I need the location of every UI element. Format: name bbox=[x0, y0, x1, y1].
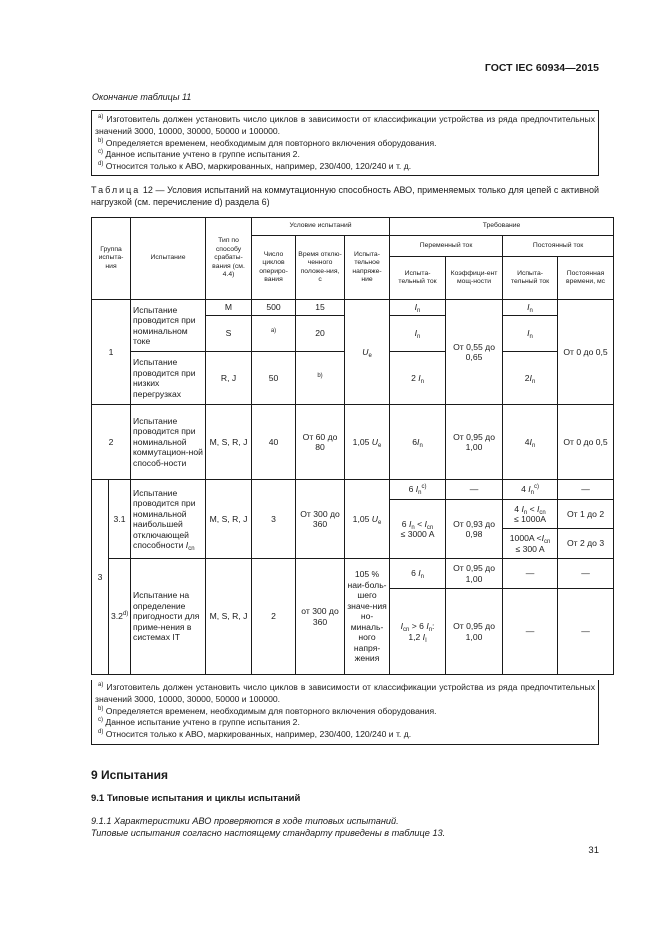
g2-dc-current: $4I_n$ bbox=[503, 405, 558, 480]
g1-ac-current-s: $I_n$ bbox=[390, 316, 446, 352]
g31-dc-current-3: $1000A <I_{cn}$ ≤ 300 A bbox=[503, 529, 558, 559]
header-dc: Постоянный ток bbox=[503, 236, 614, 257]
g1-time-m: 15 bbox=[296, 300, 345, 316]
header-ac-current: Испыта-тельный ток bbox=[390, 257, 446, 300]
g31-dc-time-constant-3: От 2 до 3 bbox=[558, 529, 614, 559]
g1-dc-current-s: $I_n$ bbox=[503, 316, 558, 352]
g31-time: От 300 до 360 bbox=[296, 480, 345, 559]
footnote-b: $^{b)}$ Определяется временем, необходимым для повторного включения оборудования. bbox=[98, 137, 437, 148]
header-requirements: Требование bbox=[390, 218, 614, 236]
g1-test-overload: Испытание проводится при низких перегрузках bbox=[131, 352, 206, 405]
clause-9-1-1-line1: 9.1.1 Характеристики АВО проверяются в ходе типовых испытаний. bbox=[91, 816, 399, 826]
g1-ac-pf: От 0,55 до 0,65 bbox=[446, 300, 503, 405]
group-3-2: 3.2$^{d)}$ bbox=[109, 559, 131, 675]
continuation-caption: Окончание таблицы 11 bbox=[92, 92, 192, 102]
g31-dc-current-1: 4 $I_n^{c)}$ bbox=[503, 480, 558, 500]
g32-ac-current-1: 6 $I_n$ bbox=[390, 559, 446, 589]
footnote-c: $^{c)}$ Данное испытание учтено в группе испытания 2. bbox=[98, 149, 300, 160]
g31-dc-time-constant-1: — bbox=[558, 480, 614, 500]
table11-footnotes bbox=[91, 110, 599, 176]
t12-footnote-b: $^{b)}$ Определяется временем, необходимым для повторного включения оборудования. bbox=[98, 705, 437, 716]
g31-ac-pf-1: — bbox=[446, 480, 503, 500]
g32-time: от 300 до 360 bbox=[296, 559, 345, 675]
section-9-1-heading: 9.1 Типовые испытания и циклы испытаний bbox=[91, 793, 301, 804]
header-ac: Переменный ток bbox=[390, 236, 503, 257]
g1-ac-current-m: $I_n$ bbox=[390, 300, 446, 316]
g32-type: M, S, R, J bbox=[206, 559, 252, 675]
g1-test-nominal: Испытание проводится при номинальном токе bbox=[131, 300, 206, 352]
header-group: Группа испыта-ния bbox=[92, 218, 131, 300]
header-ac-pf: Коэффици-ент мощ-ности bbox=[446, 257, 503, 300]
header-dc-time-constant: Постоянная времени, мс bbox=[558, 257, 614, 300]
t12-footnote-d: $^{d)}$ Относится только к АВО, маркированных, например, 230/400, 120/240 и т. д. bbox=[98, 729, 412, 740]
g31-voltage: 1,05 $U_e$ bbox=[345, 480, 390, 559]
header-time-off: Время отклю-ченного положе-ния, с bbox=[296, 236, 345, 300]
t12-footnote-c: $^{c)}$ Данное испытание учтено в группе испытания 2. bbox=[98, 717, 300, 728]
g32-dc-time-constant-2: — bbox=[558, 589, 614, 675]
g2-test: Испытание проводится при номинальной коммутацион-ной способ-ности bbox=[131, 405, 206, 480]
footnote-a: $^{a)}$ Изготовитель должен установить число циклов в зависимости от классификации устройства из ряда предпочтительных значений 3000, 10000, 30000, 50000 и 100000. bbox=[95, 114, 595, 136]
header-test: Испытание bbox=[131, 218, 206, 300]
g32-ac-current-2: $I_{cn} > 6$ $I_n$: 1,2 $I_I$ bbox=[390, 589, 446, 675]
g2-voltage: 1,05 $U_e$ bbox=[345, 405, 390, 480]
t12-footnote-a: $^{a)}$ Изготовитель должен установить число циклов в зависимости от классификации устройства из ряда предпочтительных значений 3000, 10000, 30000, 50000 и 100000. bbox=[95, 682, 595, 704]
g31-type: M, S, R, J bbox=[206, 480, 252, 559]
g2-cycles: 40 bbox=[252, 405, 296, 480]
g32-cycles: 2 bbox=[252, 559, 296, 675]
g32-ac-pf-2: От 0,95 до 1,00 bbox=[446, 589, 503, 675]
g31-test: Испытание проводится при номинальной наибольшей отключающей способности $I_{cn}$ bbox=[131, 480, 206, 559]
header-conditions: Условие испытаний bbox=[252, 218, 390, 236]
table12-caption: Таблица 12 — Условия испытаний на коммутационную способность АВО, применяемых только для цепей с активной нагрузкой (см. перечисление d) раздела 6) bbox=[91, 185, 599, 207]
header-voltage: Испыта-тельное напряже-ние bbox=[345, 236, 390, 300]
g1-dc-time-constant: От 0 до 0,5 bbox=[558, 300, 614, 405]
standard-code: ГОСТ IEC 60934—2015 bbox=[484, 62, 599, 74]
g1-type-rj: R, J bbox=[206, 352, 252, 405]
g2-time: От 60 до 80 bbox=[296, 405, 345, 480]
group-3-1: 3.1 bbox=[109, 480, 131, 559]
g31-ac-current-1: 6 $I_n^{c)}$ bbox=[390, 480, 446, 500]
g31-dc-time-constant-2: От 1 до 2 bbox=[558, 500, 614, 529]
g1-cycles-rj: 50 bbox=[252, 352, 296, 405]
group-1: 1 bbox=[92, 300, 131, 405]
table12-footnotes bbox=[91, 680, 599, 745]
g32-dc-time-constant-1: — bbox=[558, 559, 614, 589]
table12 bbox=[91, 217, 614, 675]
header-dc-current: Испыта-тельный ток bbox=[503, 257, 558, 300]
g1-time-s: 20 bbox=[296, 316, 345, 352]
g2-dc-time-constant: От 0 до 0,5 bbox=[558, 405, 614, 480]
g2-type: M, S, R, J bbox=[206, 405, 252, 480]
g1-cycles-s: a) bbox=[252, 316, 296, 352]
g32-dc-current-2: — bbox=[503, 589, 558, 675]
g1-time-rj: b) bbox=[296, 352, 345, 405]
g1-type-m: M bbox=[206, 300, 252, 316]
g1-voltage: $U_e$ bbox=[345, 300, 390, 405]
clause-9-1-1-line2: Типовые испытания согласно настоящему стандарту приведены в таблице 13. bbox=[91, 828, 446, 838]
g32-dc-current-1: — bbox=[503, 559, 558, 589]
g32-voltage: 105 % наи-боль-шего значе-ния но-миналь-ного напря-жения bbox=[345, 559, 390, 675]
g31-ac-pf-2: От 0,93 до 0,98 bbox=[446, 500, 503, 559]
g2-ac-pf: От 0,95 до 1,00 bbox=[446, 405, 503, 480]
g2-ac-current: $6I_n$ bbox=[390, 405, 446, 480]
g1-cycles-m: 500 bbox=[252, 300, 296, 316]
page-number: 31 bbox=[588, 845, 599, 856]
header-type: Тип по способу срабаты-вания (см. 4.4) bbox=[206, 218, 252, 300]
group-3: 3 bbox=[92, 480, 109, 675]
g1-dc-current-rj: $2I_n$ bbox=[503, 352, 558, 405]
header-cycles: Число циклов опериро-вания bbox=[252, 236, 296, 300]
g1-ac-current-rj: 2 $I_n$ bbox=[390, 352, 446, 405]
g31-ac-current-2: 6 $I_n < I_{cn}$ ≤ 3000 A bbox=[390, 500, 446, 559]
footnote-d: $^{d)}$ Относится только к АВО, маркированных, например, 230/400, 120/240 и т. д. bbox=[98, 161, 412, 172]
g1-type-s: S bbox=[206, 316, 252, 352]
g31-dc-current-2: 4 $I_n < I_{cn}$ ≤ 1000A bbox=[503, 500, 558, 529]
g32-test: Испытание на определение пригодности для приме-нения в системах IT bbox=[131, 559, 206, 675]
section-9-heading: 9 Испытания bbox=[91, 768, 168, 782]
g1-dc-current-m: $I_n$ bbox=[503, 300, 558, 316]
g31-cycles: 3 bbox=[252, 480, 296, 559]
clause-9-1-1 bbox=[91, 815, 601, 839]
g32-ac-pf-1: От 0,95 до 1,00 bbox=[446, 559, 503, 589]
group-2: 2 bbox=[92, 405, 131, 480]
